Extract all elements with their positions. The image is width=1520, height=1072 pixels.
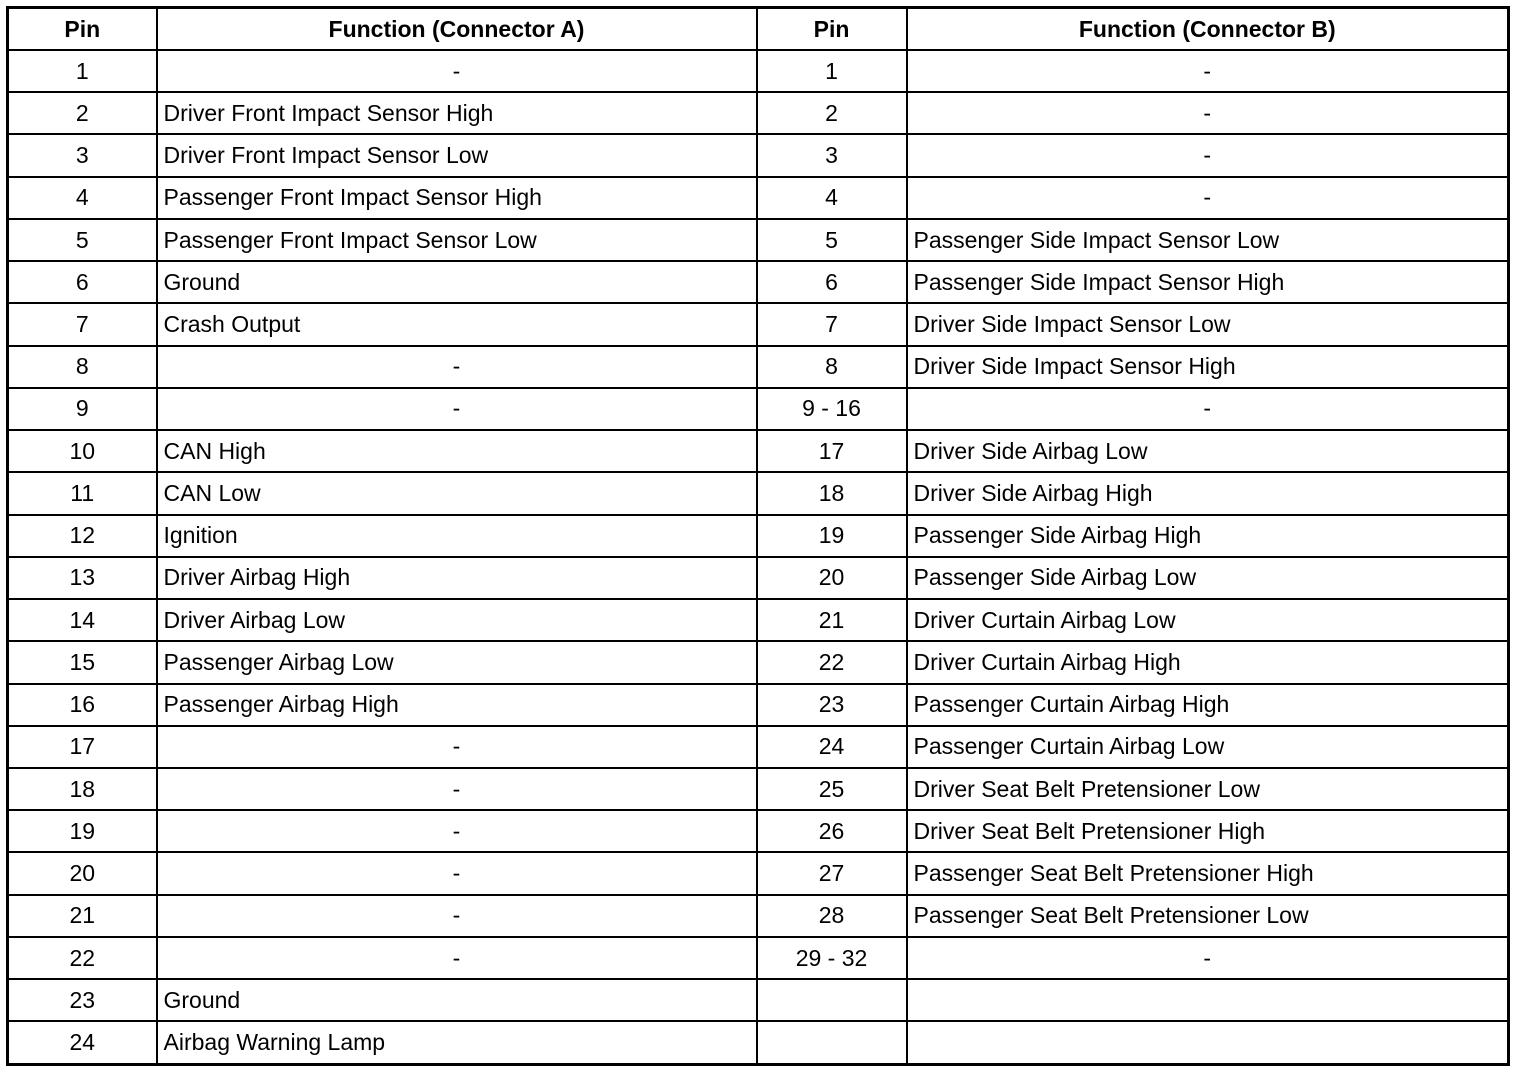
table-row [8,895,1509,937]
function-a-cell: - [157,895,757,937]
table-row [8,261,1509,303]
function-a-cell: Passenger Airbag High [157,684,757,726]
connector-pinout-table [6,6,1510,1066]
pin-b-cell: 5 [757,219,907,261]
pin-a-cell: 13 [8,557,157,599]
function-a-cell: - [157,50,757,92]
function-a-cell: Airbag Warning Lamp [157,1021,757,1064]
pin-b-cell: 23 [757,684,907,726]
function-a-cell: - [157,388,757,430]
pin-a-cell: 16 [8,684,157,726]
pin-b-cell: 24 [757,726,907,768]
pin-b-cell: 7 [757,303,907,345]
function-a-cell: - [157,768,757,810]
table-row [8,937,1509,979]
function-b-cell: Passenger Curtain Airbag Low [907,726,1509,768]
function-a-cell: Ground [157,261,757,303]
function-b-cell: Passenger Curtain Airbag High [907,684,1509,726]
function-b-cell: Driver Seat Belt Pretensioner Low [907,768,1509,810]
pin-b-cell [757,979,907,1021]
pin-a-cell: 17 [8,726,157,768]
pin-b-cell: 28 [757,895,907,937]
pin-b-cell: 26 [757,810,907,852]
pin-b-cell: 3 [757,134,907,176]
function-b-cell [907,1021,1509,1064]
function-a-cell: Passenger Front Impact Sensor High [157,177,757,219]
pin-b-cell: 8 [757,346,907,388]
pin-b-cell [757,1021,907,1064]
pin-a-cell: 21 [8,895,157,937]
function-b-cell: Driver Seat Belt Pretensioner High [907,810,1509,852]
function-a-cell: Ignition [157,515,757,557]
pin-a-cell: 10 [8,430,157,472]
header-pin-a: Pin [8,8,157,51]
pin-b-cell: 9 - 16 [757,388,907,430]
table-body [8,50,1509,1065]
function-b-cell: Driver Side Impact Sensor High [907,346,1509,388]
pin-a-cell: 12 [8,515,157,557]
function-b-cell: - [907,92,1509,134]
function-a-cell: - [157,937,757,979]
table-row [8,134,1509,176]
function-b-cell: Driver Side Airbag Low [907,430,1509,472]
table-row [8,177,1509,219]
pin-a-cell: 3 [8,134,157,176]
pin-a-cell: 19 [8,810,157,852]
function-a-cell: Ground [157,979,757,1021]
function-b-cell: - [907,177,1509,219]
table-row [8,50,1509,92]
function-b-cell: Passenger Side Airbag High [907,515,1509,557]
function-b-cell: Driver Side Airbag High [907,472,1509,514]
function-a-cell: CAN High [157,430,757,472]
table-row [8,430,1509,472]
function-a-cell: - [157,810,757,852]
function-b-cell: Driver Side Impact Sensor Low [907,303,1509,345]
function-b-cell: Driver Curtain Airbag High [907,641,1509,683]
pin-a-cell: 11 [8,472,157,514]
pin-b-cell: 21 [757,599,907,641]
function-b-cell: Passenger Seat Belt Pretensioner High [907,852,1509,894]
function-a-cell: - [157,346,757,388]
function-b-cell [907,979,1509,1021]
function-b-cell: Passenger Side Impact Sensor High [907,261,1509,303]
pin-a-cell: 2 [8,92,157,134]
header-function-a: Function (Connector A) [157,8,757,51]
table-row [8,768,1509,810]
function-b-cell: - [907,50,1509,92]
function-b-cell: Driver Curtain Airbag Low [907,599,1509,641]
function-b-cell: - [907,388,1509,430]
pin-b-cell: 1 [757,50,907,92]
pin-b-cell: 25 [757,768,907,810]
pin-a-cell: 15 [8,641,157,683]
function-b-cell: - [907,937,1509,979]
pin-b-cell: 22 [757,641,907,683]
table-row [8,1021,1509,1064]
pin-b-cell: 19 [757,515,907,557]
pin-b-cell: 29 - 32 [757,937,907,979]
function-a-cell: Crash Output [157,303,757,345]
function-a-cell: - [157,852,757,894]
table-row [8,852,1509,894]
header-row [8,8,1509,51]
function-a-cell: Driver Airbag Low [157,599,757,641]
pin-a-cell: 5 [8,219,157,261]
table-row [8,557,1509,599]
pin-b-cell: 2 [757,92,907,134]
pin-a-cell: 6 [8,261,157,303]
function-a-cell: Driver Airbag High [157,557,757,599]
pin-a-cell: 24 [8,1021,157,1064]
function-b-cell: - [907,134,1509,176]
function-b-cell: Passenger Seat Belt Pretensioner Low [907,895,1509,937]
table-row [8,92,1509,134]
table-row [8,472,1509,514]
table-row [8,726,1509,768]
table-row [8,388,1509,430]
table-row [8,641,1509,683]
pin-a-cell: 1 [8,50,157,92]
pin-b-cell: 18 [757,472,907,514]
pin-a-cell: 9 [8,388,157,430]
table-row [8,303,1509,345]
pin-a-cell: 8 [8,346,157,388]
pin-b-cell: 20 [757,557,907,599]
pin-b-cell: 17 [757,430,907,472]
pin-a-cell: 23 [8,979,157,1021]
table-row [8,979,1509,1021]
function-a-cell: Passenger Front Impact Sensor Low [157,219,757,261]
table-row [8,599,1509,641]
pin-a-cell: 22 [8,937,157,979]
function-a-cell: Driver Front Impact Sensor Low [157,134,757,176]
function-a-cell: - [157,726,757,768]
pin-b-cell: 4 [757,177,907,219]
table-row [8,219,1509,261]
function-b-cell: Passenger Side Airbag Low [907,557,1509,599]
header-pin-b: Pin [757,8,907,51]
function-b-cell: Passenger Side Impact Sensor Low [907,219,1509,261]
pin-a-cell: 18 [8,768,157,810]
pin-b-cell: 6 [757,261,907,303]
header-function-b: Function (Connector B) [907,8,1509,51]
function-a-cell: Driver Front Impact Sensor High [157,92,757,134]
pin-b-cell: 27 [757,852,907,894]
function-a-cell: CAN Low [157,472,757,514]
table-row [8,346,1509,388]
table-row [8,515,1509,557]
pin-a-cell: 14 [8,599,157,641]
pin-a-cell: 7 [8,303,157,345]
table-row [8,684,1509,726]
pin-a-cell: 20 [8,852,157,894]
table-row [8,810,1509,852]
function-a-cell: Passenger Airbag Low [157,641,757,683]
pin-a-cell: 4 [8,177,157,219]
